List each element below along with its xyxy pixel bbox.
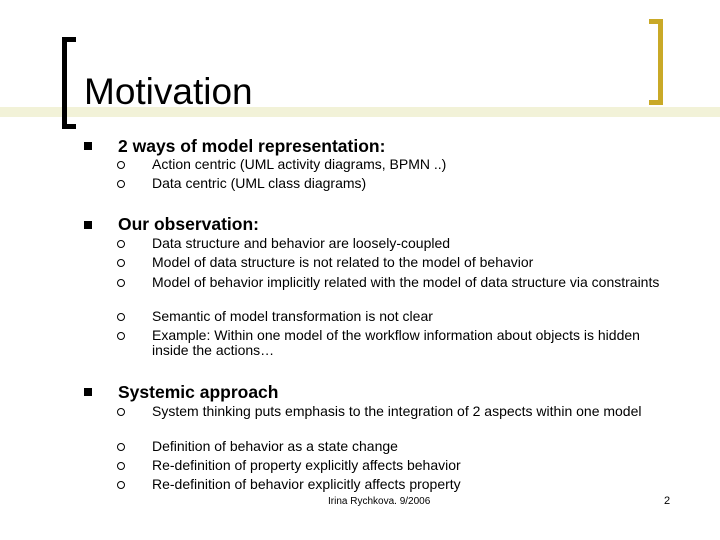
sub-bullet-icon [117, 259, 125, 267]
title-left-bracket [62, 37, 76, 129]
sub-bullet-icon [117, 313, 125, 321]
sub-bullet-icon [117, 481, 125, 489]
sub-bullet-icon [117, 408, 125, 416]
sub-bullet-icon [117, 462, 125, 470]
sub-bullet-icon [117, 180, 125, 188]
section-heading: 2 ways of model representation: [118, 136, 386, 156]
section-bullet [84, 388, 92, 396]
section-bullet [84, 142, 92, 150]
sub-bullet-icon [117, 279, 125, 287]
list-item: System thinking puts emphasis to the integration of 2 aspects within one model [152, 403, 642, 419]
list-item: Action centric (UML activity diagrams, BPMN ..) [152, 156, 447, 172]
title-right-bracket [649, 19, 663, 105]
list-item: Semantic of model transformation is not clear [152, 308, 433, 324]
section-heading: Our observation: [118, 214, 259, 234]
section-bullet [84, 221, 92, 229]
sub-bullet-icon [117, 240, 125, 248]
list-item: Example: Within one model of the workflow information about objects is hidden inside the actions… [152, 327, 640, 358]
list-item: Re-definition of property explicitly affects behavior [152, 457, 461, 473]
list-item: Data centric (UML class diagrams) [152, 175, 367, 191]
sub-bullet-icon [117, 332, 125, 340]
sub-bullet-icon [117, 443, 125, 451]
list-item: Model of data structure is not related to the model of behavior [152, 254, 534, 270]
footer-author-date: Irina Rychkova. 9/2006 [328, 496, 431, 507]
list-item: Model of behavior implicitly related with the model of data structure via constraints [152, 274, 660, 290]
slide-title: Motivation [84, 71, 253, 112]
list-item: Data structure and behavior are loosely-coupled [152, 235, 451, 251]
list-item: Definition of behavior as a state change [152, 438, 398, 454]
sub-bullet-icon [117, 161, 125, 169]
page-number: 2 [664, 495, 671, 507]
section-heading: Systemic approach [118, 382, 279, 402]
list-item: Re-definition of behavior explicitly affects property [152, 476, 461, 492]
